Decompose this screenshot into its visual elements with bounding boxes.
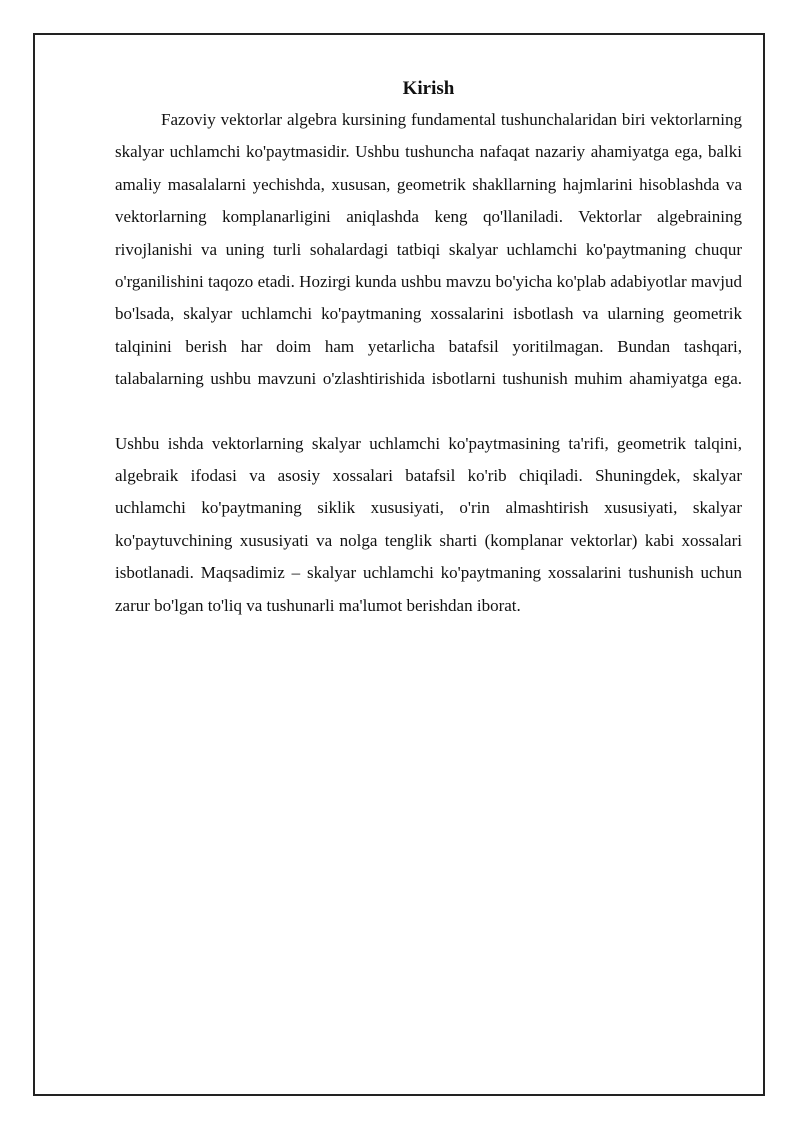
document-body: [115, 74, 742, 622]
paragraph-gap: [115, 396, 742, 428]
paragraph-scope: Ushbu ishda vektorlarning skalyar uchlamchi ko'paytmasining ta'rifi, geometrik talqini, algebraik ifodasi va asosiy xossalari batafsil ko'rib chiqiladi. Shuningdek, skalyar uchlamchi ko'paytmaning siklik xususiyati, o'rin almashtirish xususiyati, skalyar ko'paytuvchining xususiyati va nolga tenglik sharti (komplanar vektorlar) kabi xossalari isbotlanadi. Maqsadimiz – skalyar uchlamchi ko'paytmaning xossalarini tushunish uchun zarur bo'lgan to'liq va tushunarli ma'lumot berishdan iborat.: [115, 433, 742, 615]
page-title: Kirish: [402, 78, 455, 99]
paragraph-intro: Fazoviy vektorlar algebra kursining fundamental tushunchalaridan biri vektorlarning skalyar uchlamchi ko'paytmasidir. Ushbu tushuncha nafaqat nazariy ahamiyatga ega, balki amaliy masalalarni yechishda, xususan, geometrik shakllarning hajmlarini hisoblashda va vektorlarning komplanarligini aniqlashda keng qo'llaniladi. Vektorlar algebraining rivojlanishi va uning turli sohalardagi tatbiqi skalyar uchlamchi ko'paytmaning chuqur o'rganilishini taqozo etadi. Hozirgi kunda ushbu mavzu bo'yicha ko'plab adabiyotlar mavjud bo'lsada, skalyar uchlamchi ko'paytmaning xossalarini isbotlash va ularning geometrik talqinini berish har doim ham yetarlicha batafsil yoritilmagan. Bundan tashqari, talabalarning ushbu mavzuni o'zlashtirishida isbotlarni tushunish muhim ahamiyatga ega.: [115, 110, 742, 389]
